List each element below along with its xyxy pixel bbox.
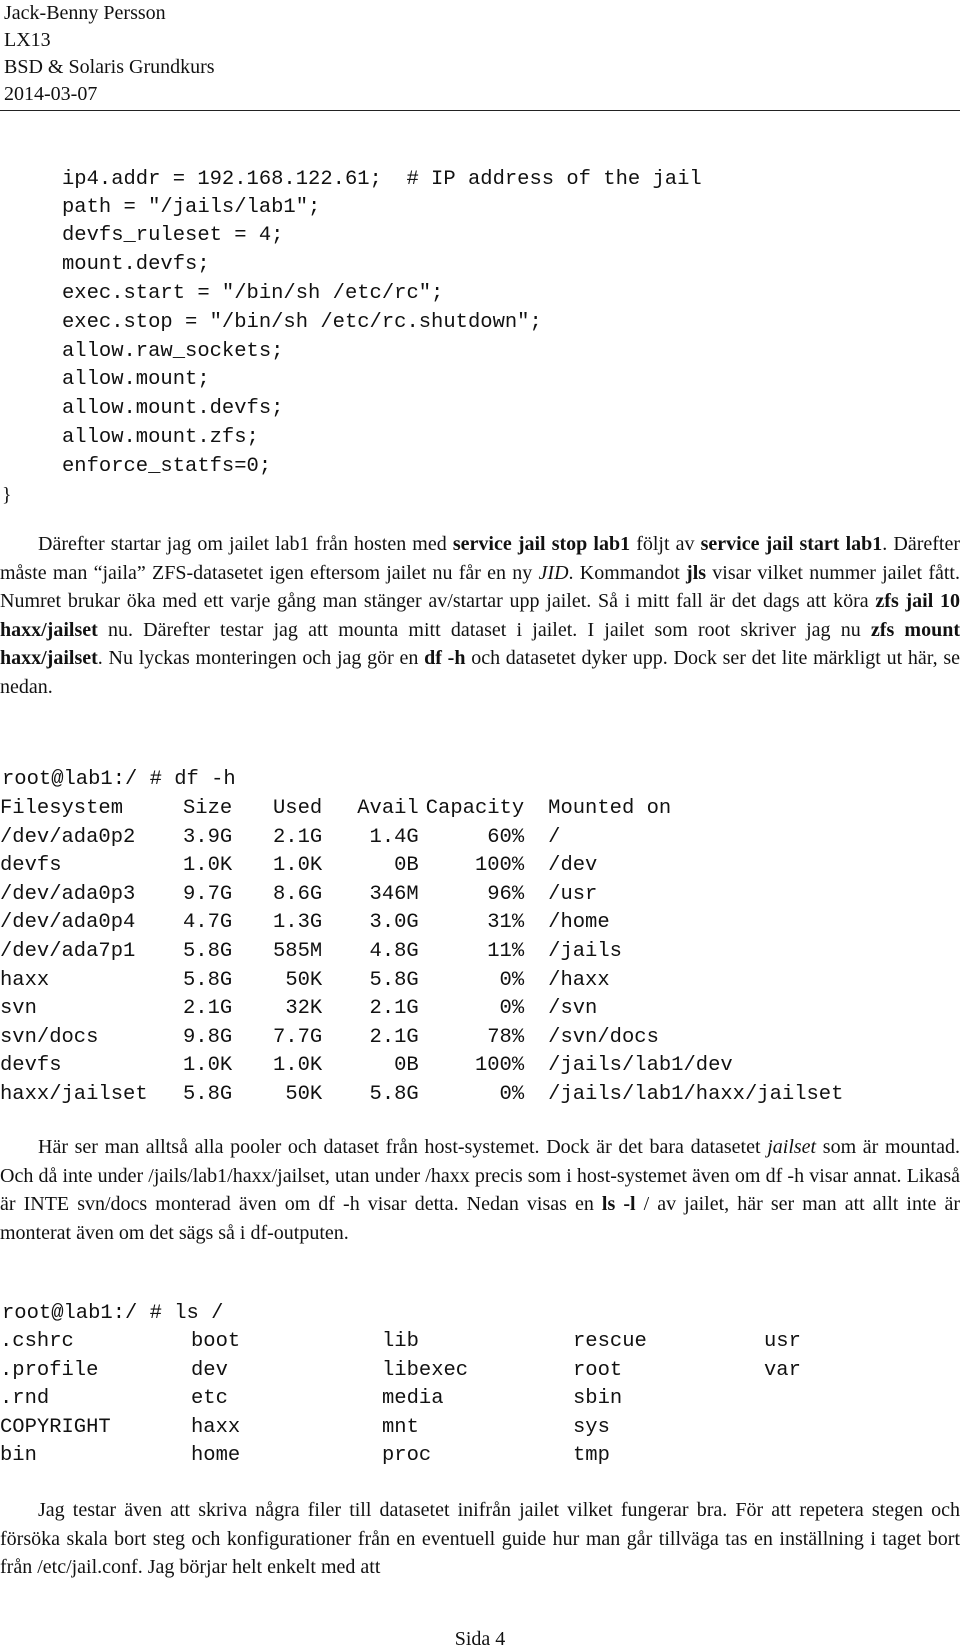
command-text: zfs jail 10 haxx/jailset bbox=[0, 590, 960, 641]
code-line: allow.mount.devfs; bbox=[62, 397, 284, 420]
course-name: BSD & Solaris Grundkurs bbox=[4, 56, 215, 78]
table-row: /dev/ada0p2 3.9G 2.1G 1.4G 60% / bbox=[0, 825, 561, 849]
page-header bbox=[4, 0, 215, 108]
column-header: Mounted on bbox=[548, 797, 672, 820]
command-text: zfs mount haxx/jailset bbox=[0, 618, 960, 669]
command-text: service jail stop lab1 bbox=[452, 533, 631, 555]
code-line: allow.mount; bbox=[62, 368, 210, 391]
code-line: ip4.addr = 192.168.122.61; # IP address of the jail bbox=[62, 168, 702, 191]
table-header-row bbox=[0, 795, 843, 824]
code-line: allow.raw_sockets; bbox=[62, 340, 284, 363]
column-header: Size bbox=[183, 797, 233, 820]
code-line: allow.mount.zfs; bbox=[62, 426, 259, 449]
table-row: /dev/ada7p1 5.8G 585M 4.8G 11% /jails bbox=[0, 939, 622, 963]
term-text: JID bbox=[538, 561, 569, 584]
table-row: COPYRIGHT haxx mnt sys bbox=[0, 1415, 610, 1439]
df-output-table bbox=[0, 795, 843, 1110]
code-line: enforce_statfs=0; bbox=[62, 455, 272, 478]
ls-output-table bbox=[0, 1328, 884, 1471]
command-text: df -h bbox=[424, 647, 466, 669]
table-row: .rnd etc media sbin bbox=[0, 1387, 623, 1411]
table-row: haxx 5.8G 50K 5.8G 0% /haxx bbox=[0, 968, 610, 992]
table-row: /dev/ada0p4 4.7G 1.3G 3.0G 31% /home bbox=[0, 911, 610, 935]
code-line: devfs_ruleset = 4; bbox=[62, 224, 284, 247]
table-row: haxx/jailset 5.8G 50K 5.8G 0% /jails/lab1/haxx/jailset bbox=[0, 1082, 844, 1106]
table-row: svn 2.1G 32K 2.1G 0% /svn bbox=[0, 997, 598, 1021]
closing-brace: } bbox=[2, 484, 12, 506]
document-date: 2014-03-07 bbox=[4, 83, 98, 105]
column-header: Used bbox=[273, 797, 323, 820]
command-text: jls bbox=[686, 561, 707, 584]
page-number: Sida 4 bbox=[454, 1628, 506, 1650]
column-header: Filesystem bbox=[0, 797, 124, 820]
column-header: Avail bbox=[357, 797, 419, 820]
command-text: service jail start lab1 bbox=[700, 533, 883, 555]
paragraph: Jag testar även att skriva några filer till datasetet inifrån jailet vilket fungerar bra. För att repetera stegen och försöka skala bort steg och konfigurationer från en eventuell guide hur man går tillväga tas en inställning i taget bort från /etc/jail.conf. Jag börjar helt enkelt med att bbox=[0, 1499, 960, 1578]
code-line: path = "/jails/lab1"; bbox=[62, 196, 321, 219]
code-line: mount.devfs; bbox=[62, 253, 210, 276]
command-text: ls -l bbox=[601, 1193, 636, 1215]
table-row: svn/docs 9.8G 7.7G 2.1G 78% /svn/docs bbox=[0, 1025, 659, 1049]
paragraph: Därefter startar jag om jailet lab1 från hosten med service jail stop lab1 följt av service jail start lab1. Därefter måste man “jaila” ZFS-datasetet igen eftersom jailet nu får en ny JID. Kommandot jls visar vilket nummer jailet fått. Numret brukar öka med ett varje gång man stänger av/startar upp jailet. Så i mitt fall är det dags att köra zfs jail 10 haxx/jailset nu. Därefter testar jag att mounta mitt dataset i jailet. I jailet som root skriver jag nu zfs mount haxx/jailset. Nu lyckas monteringen och jag gör en df -h och datasetet dyker upp. Dock ser det lite märkligt ut här, se nedan. bbox=[0, 533, 960, 698]
author: Jack-Benny Persson bbox=[4, 2, 166, 24]
df-prompt: root@lab1:/ # df -h bbox=[2, 768, 236, 791]
table-row: devfs 1.0K 1.0K 0B 100% /dev bbox=[0, 854, 598, 878]
table-row: .cshrc boot lib rescue usr bbox=[0, 1330, 801, 1353]
code-line: exec.stop = "/bin/sh /etc/rc.shutdown"; bbox=[62, 311, 542, 334]
table-row: devfs 1.0K 1.0K 0B 100% /jails/lab1/dev bbox=[0, 1054, 733, 1078]
table-row: /dev/ada0p3 9.7G 8.6G 346M 96% /usr bbox=[0, 882, 598, 906]
term-text: jailset bbox=[767, 1136, 817, 1158]
table-row: .profile dev libexec root var bbox=[0, 1358, 801, 1382]
paragraph: Här ser man alltså alla pooler och dataset från host-systemet. Dock är det bara datasetet jailset som är mountad. Och då inte under /jails/lab1/haxx/jailset, utan under /haxx precis som i host-systemet även om df -h visar annat. Likaså är INTE svn/docs monterad även om df -h visar detta. Nedan visas en ls -l / av jailet, här ser man att allt inte är monterat även om det sägs så i df-outputen. bbox=[0, 1136, 960, 1244]
code-line: exec.start = "/bin/sh /etc/rc"; bbox=[62, 282, 444, 305]
ls-prompt: root@lab1:/ # ls / bbox=[2, 1302, 224, 1325]
course-code: LX13 bbox=[4, 29, 51, 51]
table-row: bin home proc tmp bbox=[0, 1444, 610, 1468]
header-divider bbox=[0, 110, 960, 111]
column-header: Capacity bbox=[425, 797, 525, 820]
